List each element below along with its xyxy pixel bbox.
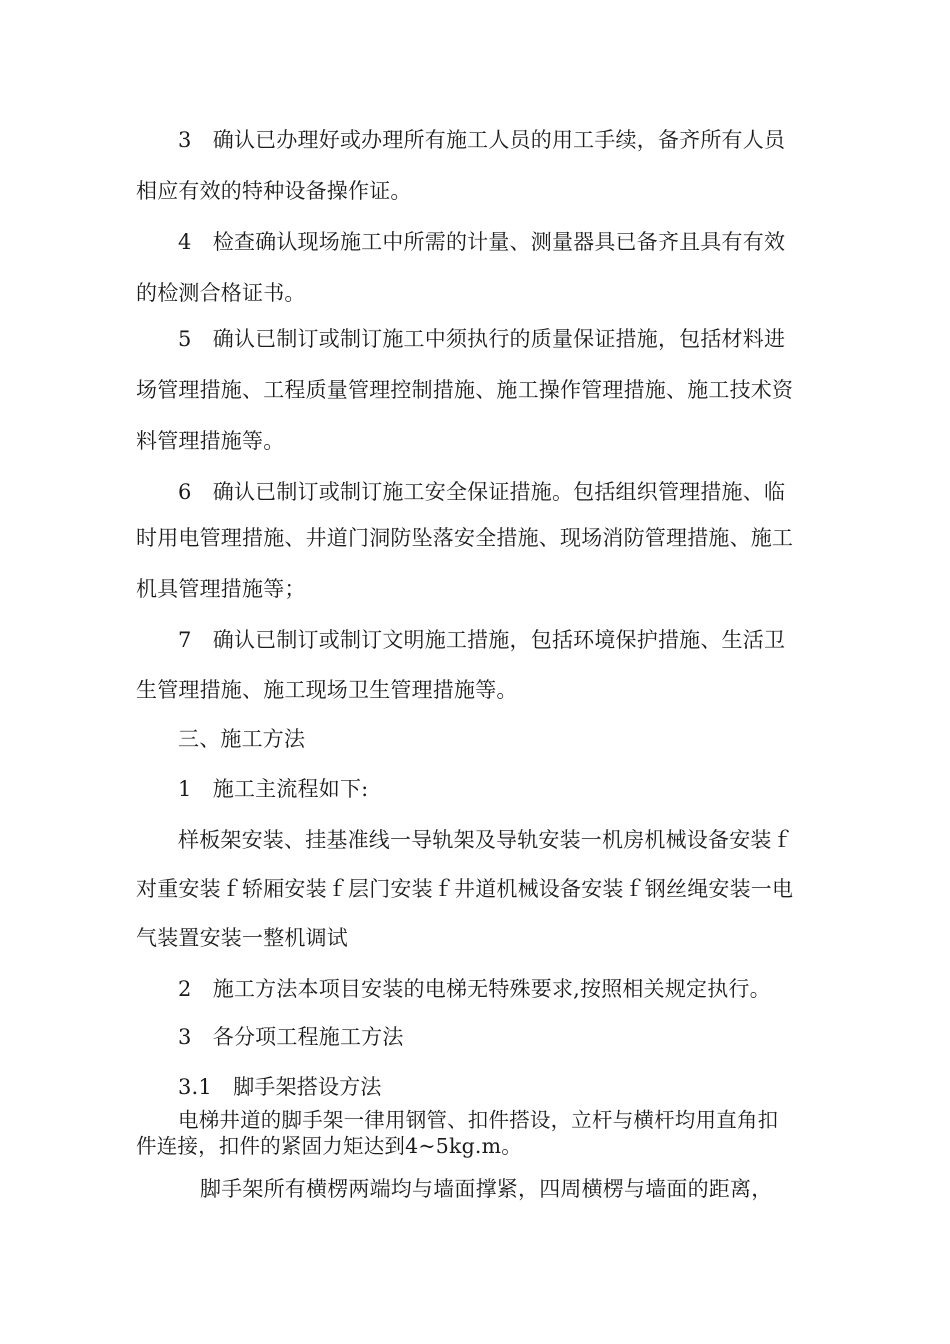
text-line: 相应有效的特种设备操作证。: [136, 179, 412, 203]
text-line: 生管理措施、施工现场卫生管理措施等。: [136, 678, 518, 702]
text-line: 3 确认已办理好或办理所有施工人员的用工手续，备齐所有人员: [178, 128, 786, 152]
text-line: 7 确认已制订或制订文明施工措施，包括环境保护措施、生活卫: [178, 628, 786, 652]
text-line: 机具管理措施等；: [136, 577, 306, 601]
text-line: 5 确认已制订或制订施工中须执行的质量保证措施，包括材料进: [178, 327, 786, 351]
text-line: 时用电管理措施、井道门洞防坠落安全措施、现场消防管理措施、施工: [136, 526, 794, 550]
text-line: 场管理措施、工程质量管理控制措施、施工操作管理措施、施工技术资: [136, 378, 794, 402]
section-heading: 三、施工方法: [178, 727, 306, 751]
text-line: 件连接，扣件的紧固力矩达到4~5kg.m。: [136, 1134, 522, 1158]
text-line: 脚手架所有横楞两端均与墙面撑紧，四周横楞与墙面的距离，: [200, 1177, 773, 1201]
text-line: 2 施工方法本项目安装的电梯无特殊要求,按照相关规定执行。: [178, 977, 771, 1001]
text-line: 的检测合格证书。: [136, 281, 306, 305]
text-line: 气装置安装一整机调试: [136, 926, 348, 950]
text-line: 样板架安装、挂基准线一导轨架及导轨安装一机房机械设备安装ｆ: [178, 828, 793, 852]
text-line: 6 确认已制订或制订施工安全保证措施。包括组织管理措施、临: [178, 480, 786, 504]
subsection-heading: 3.1 脚手架搭设方法: [178, 1075, 382, 1099]
text-line: 4 检查确认现场施工中所需的计量、测量器具已备齐且具有有效: [178, 230, 786, 254]
text-line: 电梯井道的脚手架一律用钢管、扣件搭设，立杆与横杆均用直角扣: [178, 1108, 779, 1132]
text-line: 1 施工主流程如下:: [178, 777, 369, 801]
text-line: 料管理措施等。: [136, 429, 285, 453]
text-line: 3 各分项工程施工方法: [178, 1025, 404, 1049]
text-line: 对重安装ｆ轿厢安装ｆ层门安装ｆ井道机械设备安装ｆ钢丝绳安装一电: [136, 877, 794, 901]
